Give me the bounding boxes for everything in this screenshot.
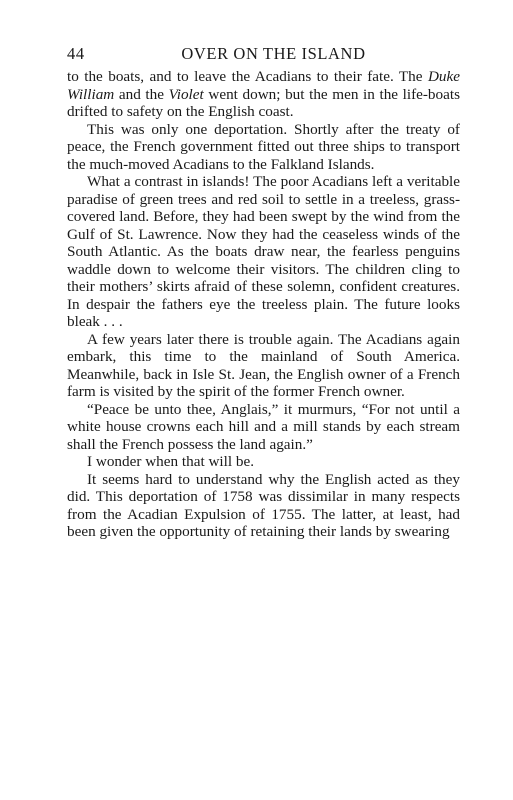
paragraph-wonder: I wonder when that will be.	[87, 453, 255, 470]
paragraph-hard-to-understand: It seems hard to understand why the English acted as they did. This deportation of 1758 was dissimilar in many respects from the Acadian Expulsion of 1755. The latter, at least, had been given the opportunity of retaining their lands by swearing	[67, 470, 460, 540]
paragraph-contrast-in-islands: What a contrast in islands! The poor Acadians left a veritable paradise of green trees and red soil to settle in a treeless, grass-covered land. Before, they had been swept by the wind from the Gulf of St. Lawrence. Now they had the ceaseless winds of the South Atlantic. As the boats draw near, the fearless penguins waddle down to welcome their visitors. The children cling to their mothers’ skirts afraid of these solemn, confident creatures. In despair the fathers eye the treeless plain. The future looks bleak . . .	[67, 173, 460, 330]
ship-name-violet: Violet	[168, 85, 204, 103]
paragraph-deportation: This was only one deportation. Shortly after the treaty of peace, the French government fitted out three ships to transport the much-moved Acadians to the Falkland Islands.	[67, 120, 460, 173]
ship-name-duke-william: Duke William	[67, 68, 460, 103]
paragraph-continuation	[67, 68, 460, 121]
page-number: 44	[67, 44, 85, 63]
paragraph-1-text-a: to the boats, and to leave the Acadians to their fate. The	[67, 68, 428, 85]
running-head	[67, 44, 460, 66]
paragraph-trouble-again: A few years later there is trouble again. The Acadians again embark, this time to the mainland of South America. Meanwhile, back in Isle St. Jean, the English owner of a French farm is visited by the spirit of the former French owner.	[67, 330, 460, 400]
paragraph-1-text-c: went down; but the men in the life-boats drifted to safety on the English coast.	[67, 85, 460, 120]
running-title: OVER ON THE ISLAND	[181, 44, 366, 63]
paragraph-spirit-quote: “Peace be unto thee, Anglais,” it murmurs, “For not until a white house crowns each hill and a mill stands by each stream shall the French possess the land again.”	[67, 400, 460, 453]
body-text	[67, 68, 460, 541]
paragraph-1-text-b: and the	[114, 85, 169, 103]
